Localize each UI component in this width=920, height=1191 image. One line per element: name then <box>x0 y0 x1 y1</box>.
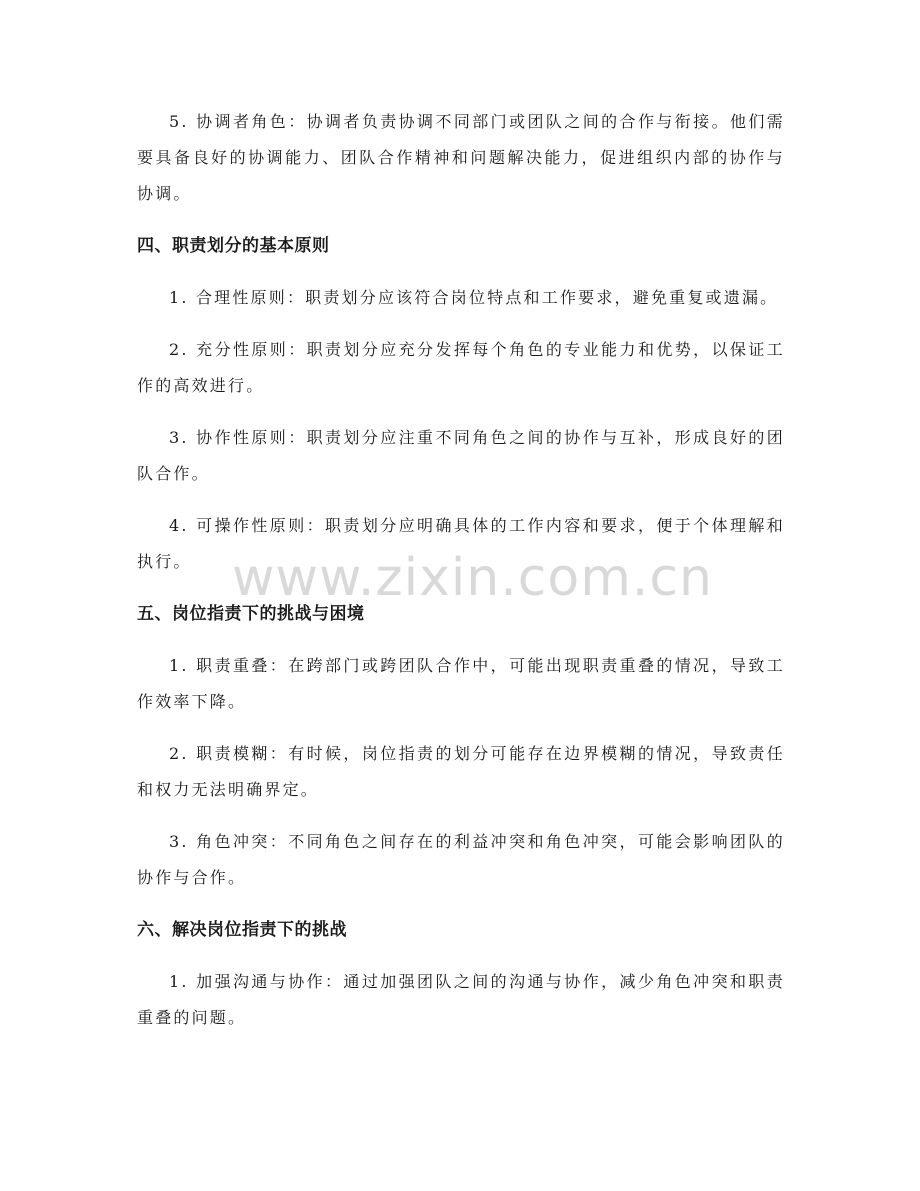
paragraph-coordinator-role: 5. 协调者角色：协调者负责协调不同部门或团队之间的合作与衔接。他们需要具备良好的协调能力、团队合作精神和问题解决能力，促进组织内部的协作与协调。 <box>137 112 785 203</box>
document-body <box>137 104 785 1052</box>
paragraph-principle-collaboration: 3. 协作性原则：职责划分应注重不同角色之间的协作与互补，形成良好的团队合作。 <box>137 428 785 483</box>
section-heading-4: 四、职责划分的基本原则 <box>137 236 330 256</box>
paragraph-challenge-ambiguity: 2. 职责模糊：有时候，岗位指责的划分可能存在边界模糊的情况，导致责任和权力无法明确界定。 <box>137 744 785 799</box>
paragraph-principle-rationality: 1. 合理性原则：职责划分应该符合岗位特点和工作要求，避免重复或遗漏。 <box>169 288 779 307</box>
paragraph-challenge-conflict: 3. 角色冲突：不同角色之间存在的利益冲突和角色冲突，可能会影响团队的协作与合作。 <box>137 832 785 887</box>
paragraph-principle-sufficiency: 2. 充分性原则：职责划分应充分发挥每个角色的专业能力和优势，以保证工作的高效进行。 <box>137 340 785 395</box>
paragraph-principle-operability: 4. 可操作性原则：职责划分应明确具体的工作内容和要求，便于个体理解和执行。 <box>137 516 785 571</box>
section-heading-6: 六、解决岗位指责下的挑战 <box>137 920 347 940</box>
paragraph-solution-communication: 1. 加强沟通与协作：通过加强团队之间的沟通与协作，减少角色冲突和职责重叠的问题。 <box>137 972 785 1027</box>
section-heading-5: 五、岗位指责下的挑战与困境 <box>137 604 365 624</box>
paragraph-challenge-overlap: 1. 职责重叠：在跨部门或跨团队合作中，可能出现职责重叠的情况，导致工作效率下降。 <box>137 656 785 711</box>
watermark: www.zixin.com.cn <box>232 548 713 608</box>
